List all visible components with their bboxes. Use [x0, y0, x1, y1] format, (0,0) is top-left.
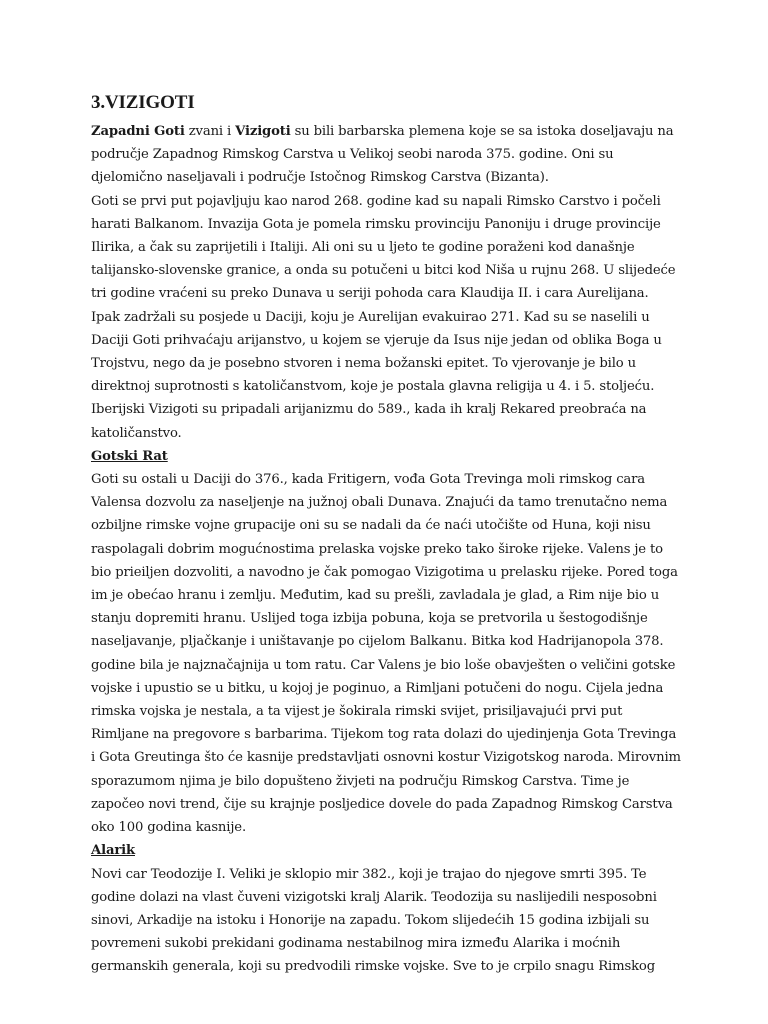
document-page — [91, 90, 681, 979]
paragraph-history: Goti se prvi put pojavljuju kao narod 268. godine kad su napali Rimsko Carstvo i počeli harati Balkanom. Invazija Gota je pomela rimsku provinciju Panoniju i druge provincije Ilirika, a čak su zaprijetili i Italiji. Ali oni su u ljeto te godine poraženi kod današnje talijansko-slovenske granice, a onda su potučeni u bitci kod Niša u rujnu 268. U slijedeće tri godine vraćeni su preko Dunava u seriji pohoda cara Klaudija II. i cara Aurelijana. Ipak zadržali su posjede u Daciji, koju je Aurelijan evakuirao 271. Kad su se naselili u Daciji Goti prihvaćaju arijanstvo, u kojem se vjeruje da Isus nije jedan od oblika Boga u Trojstvu, nego da je posebno stvoren i nema božanski epitet. To vjerovanje je bilo u direktnoj suprotnosti s katoličanstvom, koje je postala glavna religija u 4. i 5. stoljeću. Iberijski Vizigoti su pripadali arijanizmu do 589., kada ih kralj Rekared preobraća na katoličanstvo. — [91, 193, 676, 441]
intro-text-2: su bili barbarska plemena koje se sa istoka doseljavaju na područje Zapadnog Rimskog Carstva u Velikoj seobi naroda 375. godine. Oni su djelomično naseljavali i područje Istočnog Rimskog Carstva (Bizanta). — [91, 124, 674, 186]
intro-bold-vizigoti: Vizigoti — [235, 124, 291, 139]
document-title: 3.VIZIGOTI — [91, 92, 195, 113]
section-heading-gotski-rat: Gotski Rat — [91, 448, 168, 464]
intro-bold-zapadni-goti: Zapadni Goti — [91, 124, 185, 139]
intro-paragraph — [91, 120, 681, 190]
paragraph-gotski-rat: Goti su ostali u Daciji do 376., kada Fritigern, vođa Gota Trevinga moli rimskog cara Valensa dozvolu za naseljenje na južnoj obali Dunava. Znajući da tamo trenutačno nema ozbiljne rimske vojne grupacije oni su se nadali da će naći utočište od Huna, koji nisu raspolagali dobrim mogućnostima prelaska vojske preko tako široke rijeke. Valens je to bio prieiljen dozvoliti, a navodno je čak pomogao Vizigotima u prelasku rijeke. Pored toga im je obećao hranu i zemlju. Međutim, kad su prešli, zavladala je glad, a Rim nije bio u stanju dopremiti hranu. Uslijed toga izbija pobuna, koja se pretvorila u šestogodišnje naseljavanje, pljačkanje i uništavanje po cijelom Balkanu. Bitka kod Hadrijanopola 378. godine bila je najznačajnija u tom ratu. Car Valens je bio loše obavješten o veličini gotske vojske i upustio se u bitku, u kojoj je poginuo, a Rimljani potučeni do nogu. Cijela jedna rimska vojska je nestala, a ta vijest je šokirala rimski svijet, prisiljavajući prvi put Rimljane na pregovore s barbarima. Tijekom tog rata dolazi do ujedinjenja Gota Trevinga i Gota Greutinga što će kasnije predstavljati osnovni kostur Vizigotskog naroda. Mirovnim sporazumom njima je bilo dopušteno živjeti na području Rimskog Carstva. Time je započeo novi trend, čije su krajnje posljedice dovele do pada Zapadnog Rimskog Carstva oko 100 godina kasnije. — [91, 472, 681, 836]
paragraph-alarik: Novi car Teodozije I. Veliki je sklopio mir 382., koji je trajao do njegove smrti 395. Te godine dolazi na vlast čuveni vizigotski kralj Alarik. Teodozija su naslijedili nesposobni sinovi, Arkadije na istoku i Honorije na zapadu. Tokom slijedećih 15 godina izbijali su povremeni sukobi prekidani godinama nestabilnog mira između Alarika i moćnih germanskih generala, koji su predvodili rimske vojske. Sve to je crpilo snagu Rimskog — [91, 866, 657, 975]
section-heading-alarik: Alarik — [91, 843, 135, 859]
intro-text-1: zvani i — [184, 124, 236, 139]
